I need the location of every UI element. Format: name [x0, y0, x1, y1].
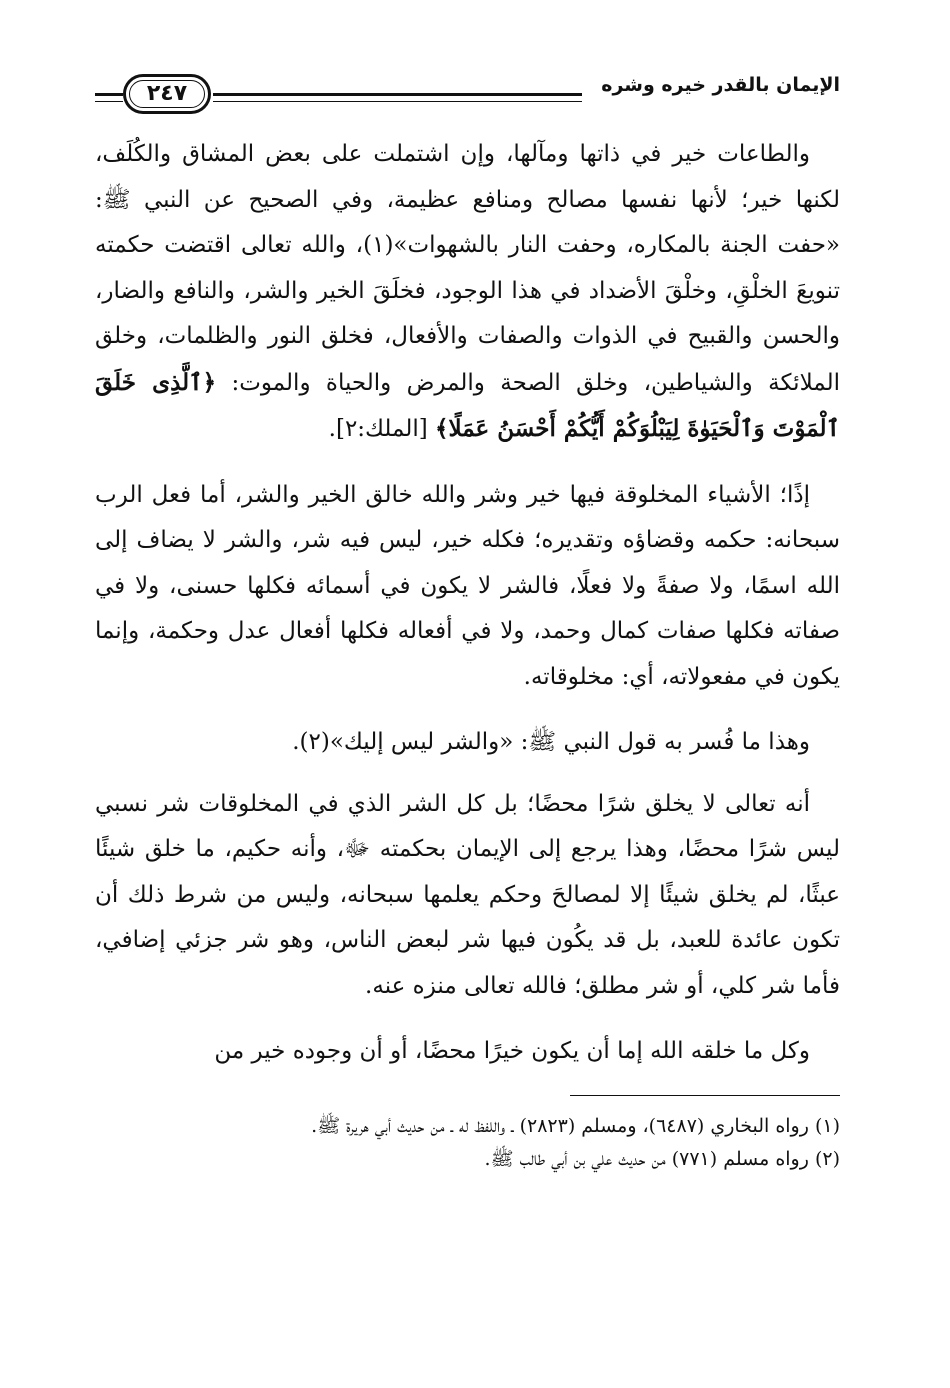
header-rule — [213, 93, 582, 102]
footnotes — [95, 1110, 840, 1176]
footnote-2: (٢) رواه مسلم (٧٧١) من حديث علي بن أبي طالب ﷺ. — [484, 1147, 840, 1170]
running-title: الإيمان بالقدر خيره وشره — [601, 74, 840, 96]
paragraph-5: وكل ما خلقه الله إما أن يكون خيرًا محضًا، أو أن وجوده خير من — [214, 1038, 810, 1064]
verse-reference: [الملك:٢]. — [328, 416, 436, 442]
paragraph-1-text: والطاعات خير في ذاتها ومآلها، وإن اشتملت على بعض المشاق والكُلَف، لكنها خير؛ لأنها نفسها مصالح ومنافع عظيمة، وفي الصحيح عن النبي ﷺ: «حفت الجنة بالمكاره، وحفت النار بالشهوات»(١)، والله تعالى اقتضت حكمته تنويعَ الخلْقِ، وخلْقَ الأضداد في هذا الوجود، فخلَقَ الخير والشر، والنافع والضار، والحسن والقبيح في الذوات والصفات والأفعال، فخلق النور والظلمات، وخلق الملائكة والشياطين، وخلق الصحة والمرض والحياة والموت: — [95, 141, 840, 396]
paragraph-2: إذًا؛ الأشياء المخلوقة فيها خير وشر والله خالق الخير والشر، أما فعل الرب سبحانه: حكمه وقضاؤه وتقديره؛ فكله خير، ليس فيه شر، والشر لا يضاف إلى الله اسمًا، ولا صفةً ولا فعلًا، فالشر لا يكون في أسمائه فكلها حسنى، ولا في صفاته فكلها صفات كمال وحمد، ولا في أفعاله فكلها أفعال عدل وحكمة، وإنما يكون في مفعولاته، أي: مخلوقاته. — [95, 481, 840, 690]
header-rule-end — [95, 93, 123, 102]
footnote-separator — [570, 1095, 840, 1096]
main-text — [95, 132, 840, 1075]
paragraph-1 — [95, 132, 840, 453]
paragraph-4: أنه تعالى لا يخلق شرًا محضًا؛ بل كل الشر الذي في المخلوقات شر نسبي ليس شرًا محضًا، وهذا يرجع إلى الإيمان بحكمته ﷻ، وأنه حكيم، ما خلق شيئًا عبثًا، لم يخلق شيئًا إلا لمصالحَ وحكم يعلمها سبحانه، وليس من شرط ذلك أن تكون عائدة للعبد، بل قد يكُون فيها شر لبعض الناس، وهو شر جزئي إضافي، فأما شر كلي، أو شر مطلق؛ فالله تعالى منزه عنه. — [95, 790, 840, 999]
quran-verse: ﴿ٱلَّذِى خَلَقَ ٱلْمَوْتَ وَٱلْحَيَوٰةَ لِيَبْلُوَكُمْ أَيُّكُمْ أَحْسَنُ عَمَلًا﴾ — [95, 368, 840, 442]
paragraph-3: وهذا ما فُسر به قول النبي ﷺ: «والشر ليس إليك»(٢). — [292, 729, 810, 755]
footnote-1: (١) رواه البخاري (٦٤٨٧)، ومسلم (٢٨٢٣) ـ واللفظ له ـ من حديث أبي هريرة ﷺ. — [311, 1114, 840, 1137]
page-number: ٢٤٧ — [123, 74, 211, 114]
book-page — [95, 62, 840, 1322]
running-header — [95, 62, 840, 122]
